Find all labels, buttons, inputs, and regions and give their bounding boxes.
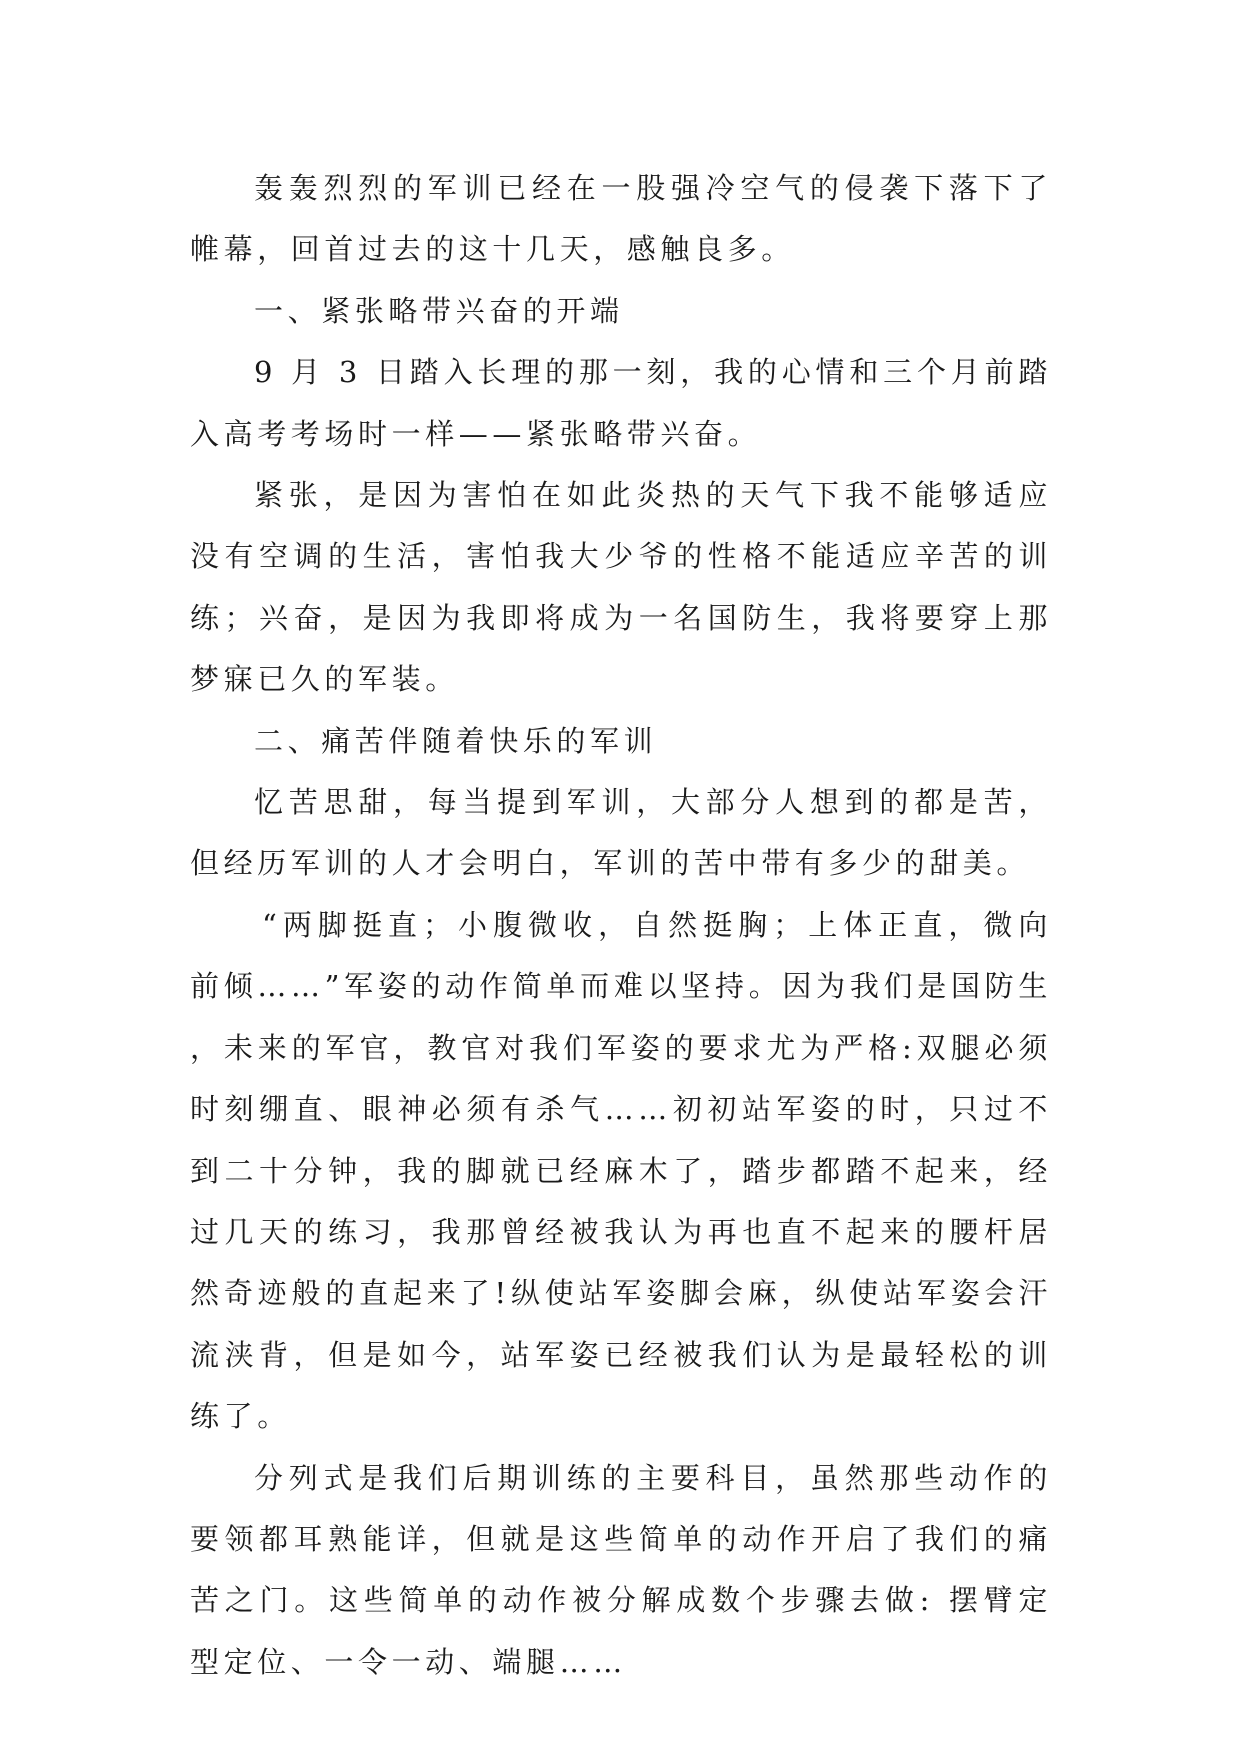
document-body: [190, 158, 1052, 1693]
section-heading-2: 二、痛苦伴随着快乐的军训: [254, 723, 658, 758]
section-heading-1: 一、紧张略带兴奋的开端: [254, 293, 624, 328]
paragraph-march-past: 分列式是我们后期训练的主要科目，虽然那些动作的要领都耳熟能详，但就是这些简单的动作开启了我们的痛苦之门。这些简单的动作被分解成数个步骤去做: 摆臂定型定位、一令一动、端腿……: [190, 1460, 1052, 1679]
paragraph-arrival: 9 月 3 日踏入长理的那一刻，我的心情和三个月前踏入高考考场时一样——紧张略带兴奋。: [190, 355, 1052, 451]
paragraph-intro: 轰轰烈烈的军训已经在一股强冷空气的侵袭下落下了帷幕，回首过去的这十几天，感触良多。: [190, 171, 1052, 267]
paragraph-nervous-excited: 紧张，是因为害怕在如此炎热的天气下我不能够适应没有空调的生活，害怕我大少爷的性格不能适应辛苦的训练；兴奋，是因为我即将成为一名国防生，我将要穿上那梦寐已久的军装。: [190, 478, 1052, 697]
paragraph-military-posture: “两脚挺直；小腹微收，自然挺胸；上体正直，微向前倾……”军姿的动作简单而难以坚持。因为我们是国防生，未来的军官，教官对我们军姿的要求尤为严格:双腿必须时刻绷直、眼神必须有杀气……初初站军姿的时，只过不到二十分钟，我的脚就已经麻木了，踏步都踏不起来，经过几天的练习，我那曾经被我认为再也直不起来的腰杆居然奇迹般的直起来了!纵使站军姿脚会麻，纵使站军姿会汗流浃背，但是如今，站军姿已经被我们认为是最轻松的训练了。: [190, 907, 1052, 1434]
paragraph-bitter-sweet: 忆苦思甜，每当提到军训，大部分人想到的都是苦，但经历军训的人才会明白，军训的苦中带有多少的甜美。: [190, 785, 1052, 881]
